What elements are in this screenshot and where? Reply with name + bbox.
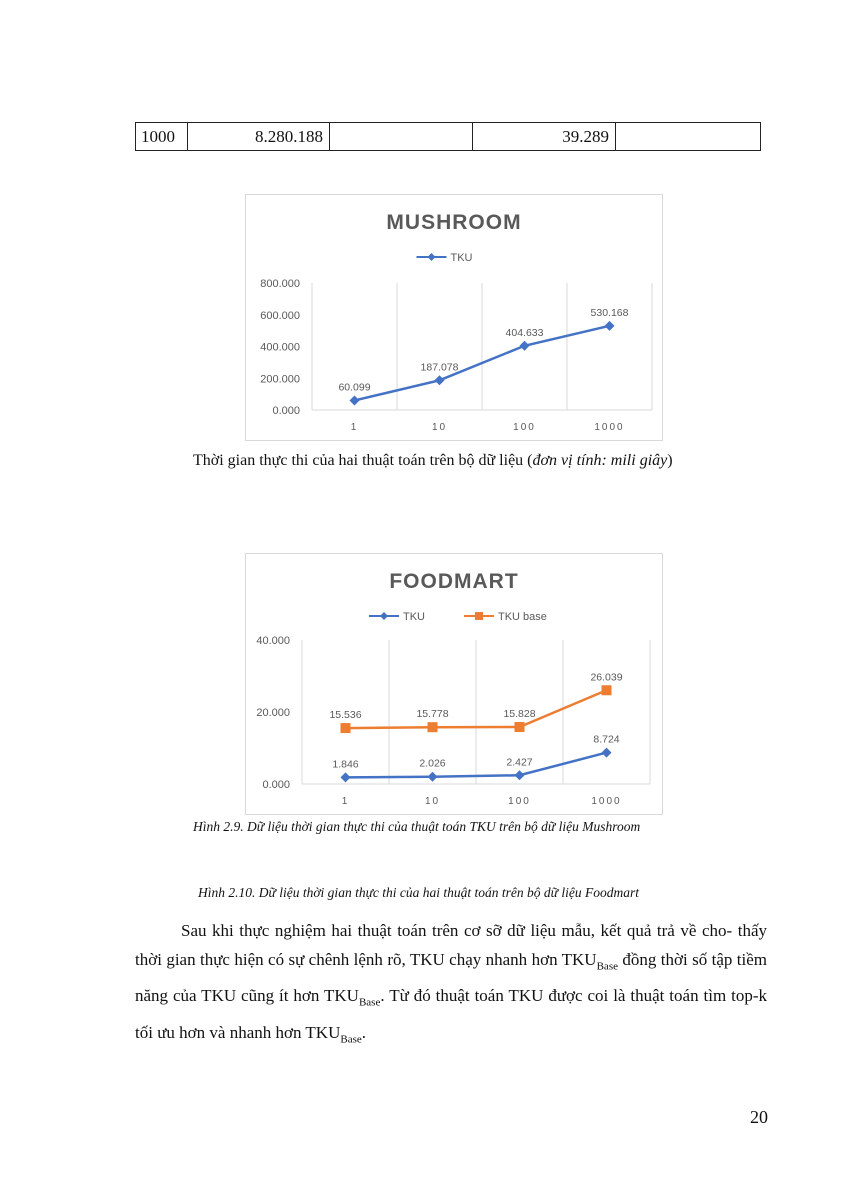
subscript: Base xyxy=(340,1033,362,1046)
chart-title: FOODMART xyxy=(389,570,519,593)
data-label: 15.536 xyxy=(329,709,362,722)
paragraph-text: . Từ đó thuật toán TKU được coi là thuật toán tìm top-k tối ưu hơn và nhanh hơn TKU xyxy=(135,986,767,1042)
legend-marker xyxy=(475,612,483,620)
subscript: Base xyxy=(358,996,381,1009)
figure-2-10-caption: Hình 2.10. Dữ liệu thời gian thực thi của hai thuật toán trên bộ dữ liệu Foodmart xyxy=(198,885,640,900)
caption-unit: đơn vị tính: mili giây xyxy=(532,452,668,469)
y-tick-label: 0.000 xyxy=(272,405,300,417)
x-tick-label: 1 xyxy=(350,422,359,433)
y-tick-label: 20.000 xyxy=(256,707,290,719)
results-table xyxy=(135,122,761,151)
data-label: 60.099 xyxy=(338,381,371,394)
legend-label: TKU base xyxy=(498,611,547,623)
mushroom-chart-panel xyxy=(245,194,663,441)
legend-label: TKU xyxy=(450,252,473,264)
paragraph-text: đồng thời số tập tiềm năng của TKU cũng ít hơn TKU xyxy=(135,950,767,1006)
data-point xyxy=(605,321,615,331)
y-tick-label: 800.000 xyxy=(260,278,300,290)
legend-label: TKU xyxy=(403,611,425,623)
legend-marker xyxy=(428,253,436,261)
y-tick-label: 600.000 xyxy=(260,309,300,322)
data-point xyxy=(341,772,351,782)
chart-title: MUSHROOM xyxy=(386,211,522,234)
x-tick-label: 1 xyxy=(341,796,350,807)
data-point xyxy=(341,723,351,733)
data-label: 530.168 xyxy=(590,306,629,319)
y-tick-label: 0.000 xyxy=(262,779,290,791)
data-label: 2.026 xyxy=(419,757,446,770)
data-point xyxy=(602,685,612,695)
caption-text-end: ) xyxy=(667,452,673,469)
y-tick-label: 400.000 xyxy=(260,341,300,354)
legend-marker xyxy=(380,612,388,620)
table-cell-empty xyxy=(616,123,761,151)
body-paragraph xyxy=(135,916,767,1054)
data-point xyxy=(520,341,530,351)
foodmart-chart-panel xyxy=(245,553,663,815)
mushroom-caption xyxy=(193,452,673,470)
figure-2-9-caption: Hình 2.9. Dữ liệu thời gian thực thi của thuật toán TKU trên bộ dữ liệu Mushroom xyxy=(193,819,641,834)
data-label: 2.427 xyxy=(506,756,533,769)
data-point xyxy=(602,748,612,758)
subscript: Base xyxy=(596,960,618,973)
data-point xyxy=(428,722,438,732)
data-label: 187.078 xyxy=(420,361,459,374)
data-label: 15.778 xyxy=(416,708,449,721)
data-point xyxy=(428,772,438,782)
table-row xyxy=(136,123,761,151)
table-cell-value: 39.289 xyxy=(473,123,616,151)
table-cell-k: 1000 xyxy=(136,123,188,151)
y-tick-label: 40.000 xyxy=(256,635,290,647)
data-point xyxy=(515,770,525,780)
x-tick-label: 1000 xyxy=(594,422,625,433)
caption-text: Thời gian thực thi của hai thuật toán trên bộ dữ liệu ( xyxy=(193,452,533,469)
mushroom-chart xyxy=(246,195,662,440)
data-label: 404.633 xyxy=(505,326,544,339)
x-tick-label: 10 xyxy=(431,422,448,433)
data-point xyxy=(435,375,445,385)
data-label: 15.828 xyxy=(503,708,536,721)
paragraph-text: Sau khi thực nghiệm hai thuật toán trên cơ sỡ dữ liệu mẫu, kết quả trả về cho- thấy thời gian thực hiện có sự chênh lệnh rõ, TKU chạy nhanh hơn TKU xyxy=(135,921,767,969)
data-point xyxy=(350,395,360,405)
data-label: 26.039 xyxy=(590,671,623,684)
table-cell-value: 8.280.188 xyxy=(188,123,330,151)
data-point xyxy=(515,722,525,732)
x-tick-label: 100 xyxy=(508,796,531,807)
x-tick-label: 1000 xyxy=(591,796,622,807)
data-label: 8.724 xyxy=(593,733,620,746)
x-tick-label: 10 xyxy=(424,796,441,807)
foodmart-chart xyxy=(246,554,662,814)
paragraph-text: . xyxy=(361,1022,367,1042)
x-tick-label: 100 xyxy=(513,422,536,433)
y-tick-label: 200.000 xyxy=(260,373,300,386)
table-cell-empty xyxy=(330,123,473,151)
page-number: 20 xyxy=(750,1107,768,1127)
data-label: 1.846 xyxy=(332,758,359,771)
